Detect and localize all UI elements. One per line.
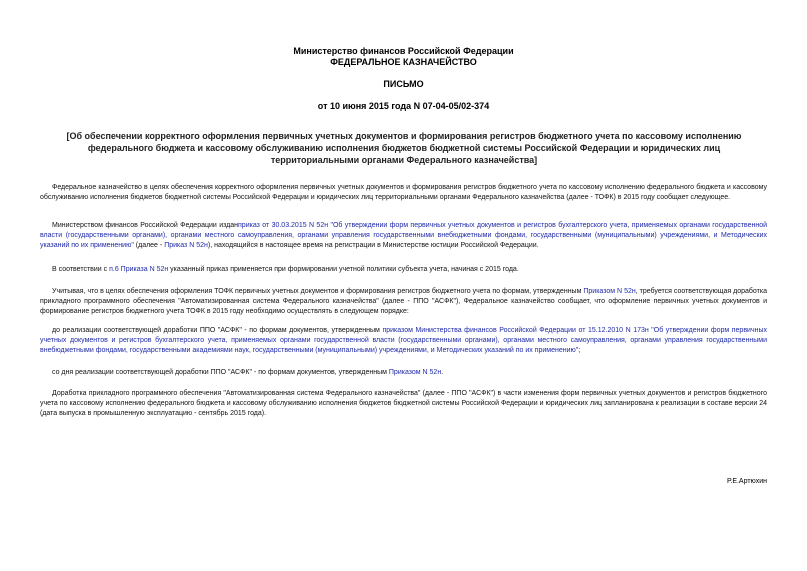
paragraph-asfk-update	[40, 389, 767, 419]
paragraph-text: (далее -	[133, 242, 165, 249]
paragraph-text: , требуется соответствующая доработка прикладного программного обеспечения "Автоматизированная система Федерального казначейства" (далее - ППО "АСФК"), Федеральное казначейство сообщает, что оформление первичных учетных документов и формирование регистров бюджетного учета ТОФК в 2015 году необходимо осуществлять в следующем порядке:	[40, 288, 767, 315]
paragraph-asfk-text: Доработка прикладного программного обеспечения "Автоматизированная система Федерального казначейства" (далее - ППО "АСФК") в части изменения форм первичных учетных документов и регистров бюджетного учета по кассовому исполнению федерального бюджета и кассовому обслуживанию исполнения бюджетов бюджетной системы Российской Федерации и юридических лиц запланирована к реализации в составе версии 24 (дата выпуска в промышленную эксплуатацию - сентябрь 2015 года).	[40, 390, 767, 417]
order-52n-link[interactable]: приказ от 30.03.2015 N 52н "Об утверждении форм первичных учетных документов и регистров бухгалтерского учета, применяемых органами государственной власти (государственными органами), органами местного самоуправления, органами управления государственными внебюджетными фондами, государственными (муниципальными) учреждениями, и Методических указаний по их применению"	[40, 222, 767, 249]
paragraph-text: до реализации соответствующей доработки ППО "АСФК" - по формам документов, утвержденным	[52, 327, 383, 334]
paragraph-text: со дня реализации соответствующей доработки ППО "АСФК" - по формам документов, утвержденным	[52, 369, 389, 376]
order-173n-link[interactable]: приказом Министерства финансов Российской Федерации от 15.12.2010 N 173н "Об утверждении форм первичных учетных документов и регистров бухгалтерского учета, применяемых органами государственной власти (государственными органами), органами местного самоуправления, органами управления государственными внебюджетными фондами, государственными академиями наук, государственными (муниципальными) учреждениями, и Методических указаний по их применению"	[40, 327, 767, 354]
clause-6-link[interactable]: п.6 Приказа N 52н	[109, 266, 169, 273]
order-52n-short-link[interactable]: Приказ N 52н	[164, 242, 208, 249]
paragraph-text: ), находящийся в настоящее время на регистрации в Министерстве юстиции Российской Федерации.	[207, 242, 539, 249]
paragraph-text: указанный приказ применяется при формировании учетной политики субъекта учета, начиная с 2015 года.	[168, 266, 519, 273]
paragraph-clause-6	[40, 265, 767, 275]
ministry-name: Министерство финансов Российской Федерации	[293, 46, 514, 56]
paragraph-text: Министерством финансов Российской Федерации издан	[52, 222, 239, 229]
document-date-number: от 10 июня 2015 года N 07-04-05/02-374	[317, 101, 490, 111]
order-52n-link[interactable]: Приказом N 52н	[388, 369, 442, 376]
paragraph-text: Учитывая, что в целях обеспечения оформления ТОФК первичных учетных документов и формирования регистров бюджетного учета по формам, утвержденным	[52, 288, 584, 295]
paragraph-after-update	[40, 368, 767, 378]
paragraph-intro	[40, 183, 767, 203]
paragraph-order-52n	[40, 221, 767, 251]
document-title: [Об обеспечении корректного оформления первичных учетных документов и формирования регистров бюджетного учета по кассовому исполнению федерального бюджета и кассовому обслуживанию исполнения бюджетов бюджетной системы Российской Федерации и юридических лиц территориальными органами Федерального казначейства]	[66, 131, 742, 165]
paragraph-text: ;	[578, 347, 581, 354]
paragraph-text: В соответствии с	[52, 266, 110, 273]
agency-name: ФЕДЕРАЛЬНОЕ КАЗНАЧЕЙСТВО	[330, 57, 477, 67]
signature: Р.Е.Артюхин	[727, 478, 767, 485]
paragraph-intro-text: Федеральное казначейство в целях обеспечения корректного оформления первичных учетных документов и формирования регистров бюджетного учета по кассовому исполнению федерального бюджета и кассовому обслуживанию исполнения бюджетов бюджетной системы Российской Федерации и юридических лиц территориальными органами Федерального казначейства (далее - ТОФК) в 2015 году сообщает следующее.	[40, 184, 767, 201]
paragraph-before-update	[40, 326, 767, 356]
order-52n-link[interactable]: Приказом N 52н	[583, 288, 636, 295]
paragraph-text: .	[441, 369, 444, 376]
document-type: ПИСЬМО	[383, 79, 424, 89]
paragraph-procedure	[40, 287, 767, 317]
